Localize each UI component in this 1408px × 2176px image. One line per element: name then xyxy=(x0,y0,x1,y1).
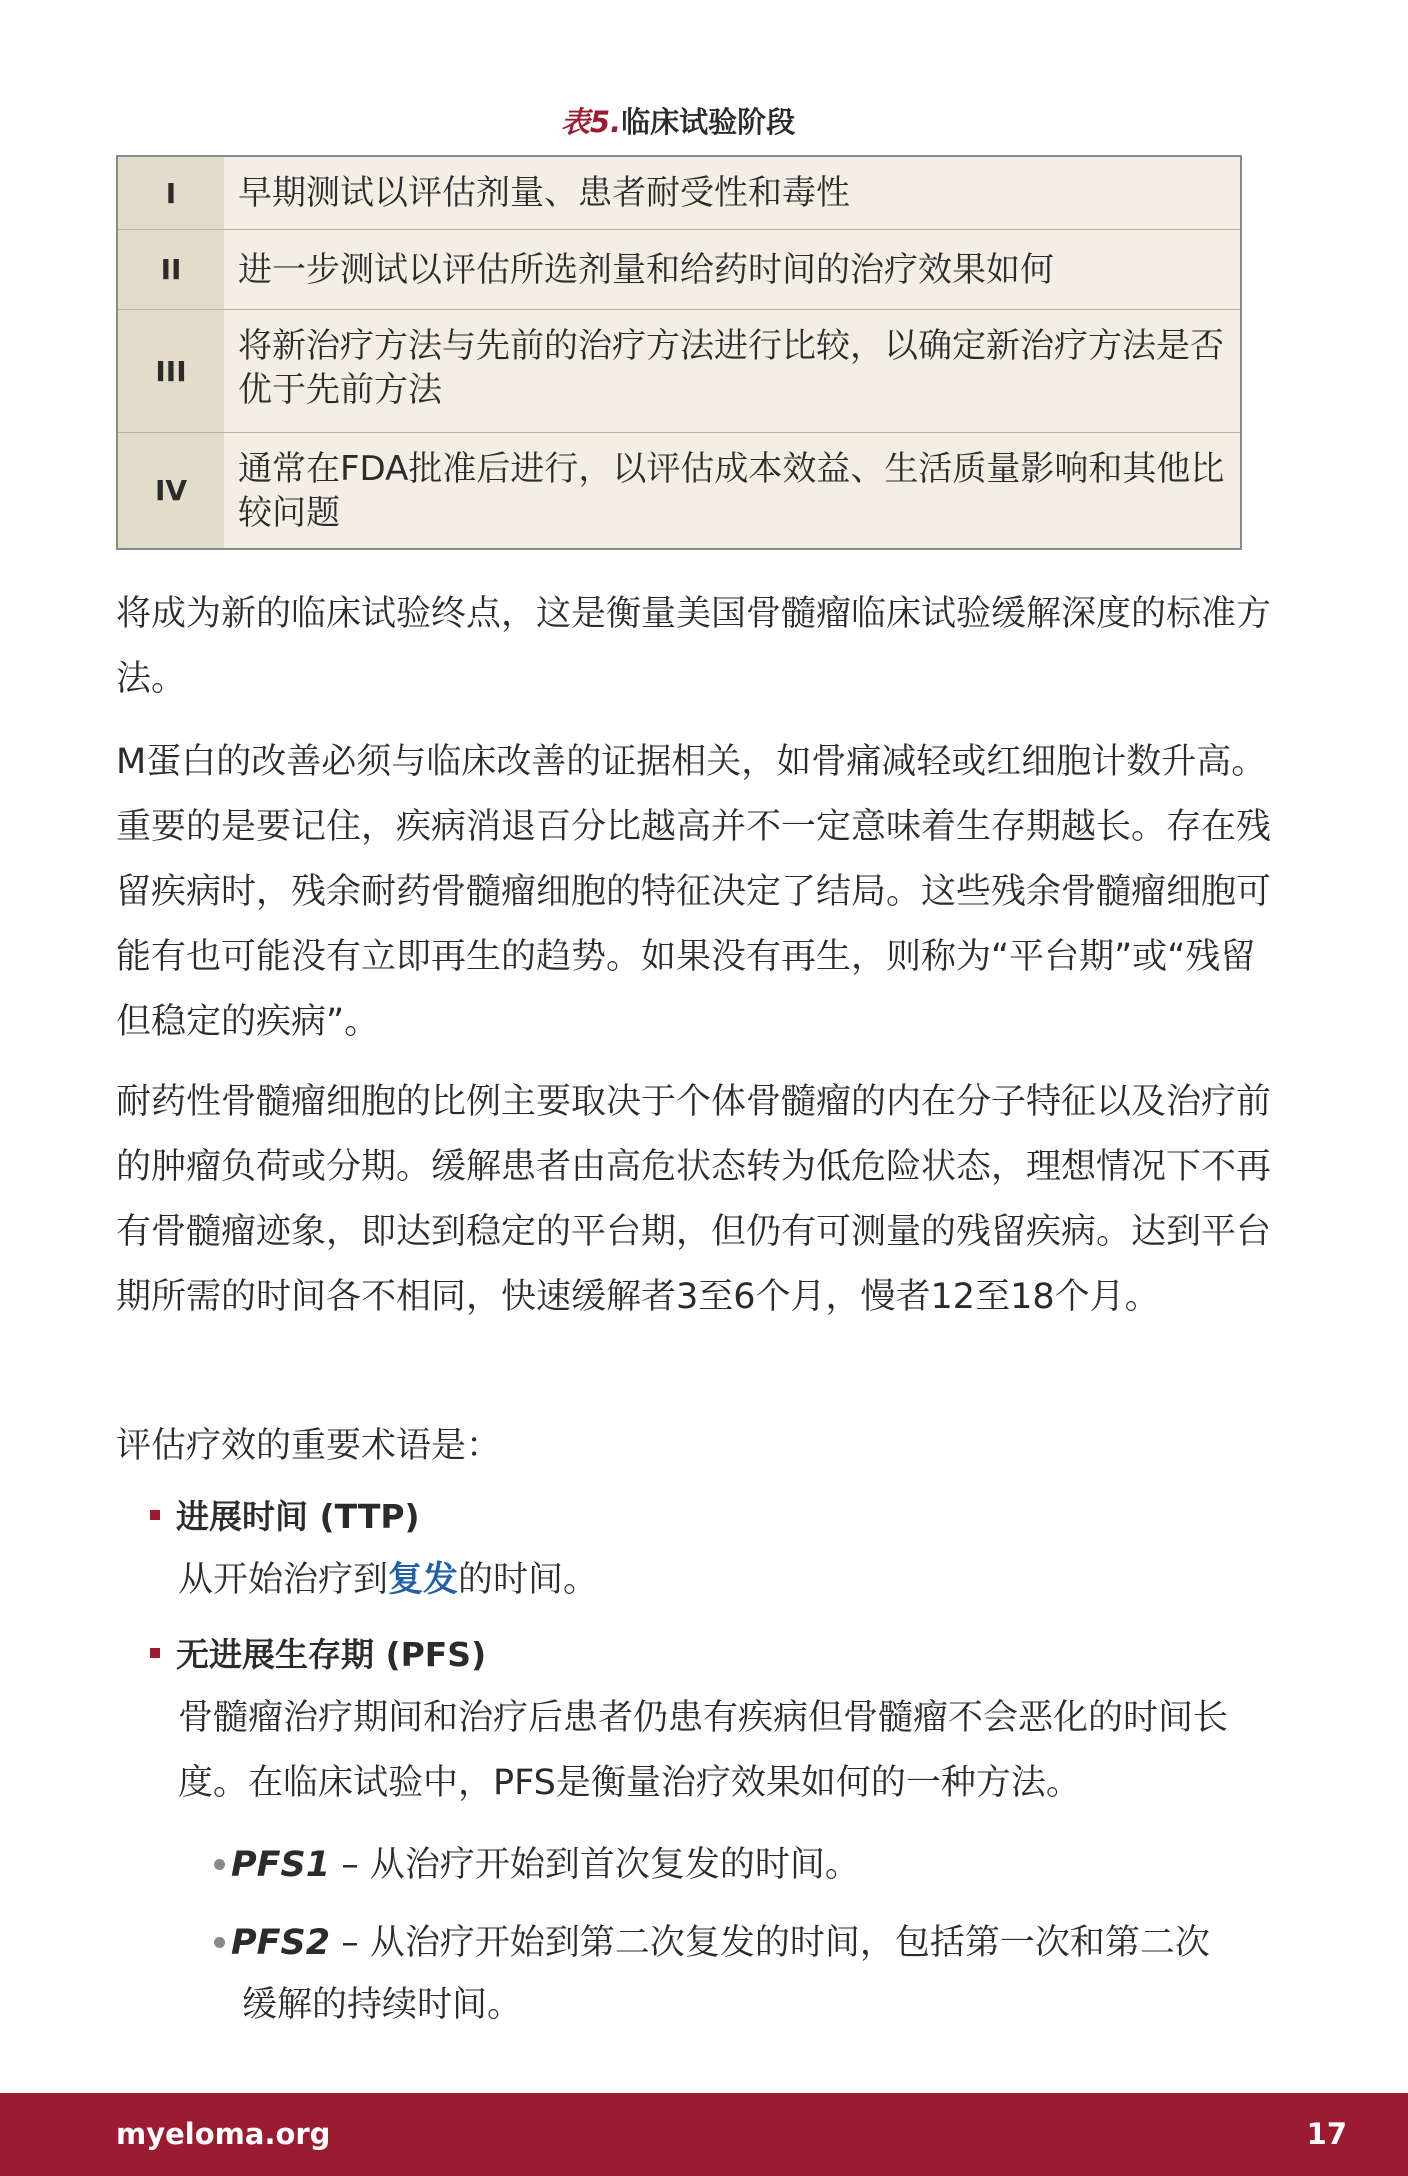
phase-label: II xyxy=(118,230,224,309)
subitem-label: PFS2 xyxy=(231,1923,331,1963)
table-row xyxy=(118,229,1240,309)
term-definition-text: 从开始治疗到 xyxy=(178,1560,389,1600)
pfs-subitem xyxy=(214,1912,1284,2036)
phase-label: I xyxy=(118,157,224,229)
body-paragraph: 耐药性骨髓瘤细胞的比例主要取决于个体骨髓瘤的内在分子特征以及治疗前的肿瘤负荷或分期。缓解患者由高危状态转为低危险状态，理想情况下不再有骨髓瘤迹象，即达到稳定的平台期，但仍有可测量的残留疾病。达到平台期所需的时间各不相同，快速缓解者3至6个月，慢者12至18个月。 xyxy=(116,1082,1272,1317)
subitem-text: – 从治疗开始到首次复发的时间。 xyxy=(330,1845,860,1885)
table-row xyxy=(118,309,1240,432)
term-definition: 骨髓瘤治疗期间和治疗后患者仍患有疾病但骨髓瘤不会恶化的时间长度。在临床试验中，PFS是衡量治疗效果如何的一种方法。 xyxy=(178,1698,1229,1803)
round-bullet-icon xyxy=(214,1859,225,1870)
subitem-text: – 从治疗开始到第二次复发的时间，包括第一次和第二次 xyxy=(330,1923,1210,1963)
term-heading-text: 进展时间 (TTP) xyxy=(176,1497,420,1536)
table-row xyxy=(118,157,1240,229)
phase-description: 进一步测试以评估所选剂量和给药时间的治疗效果如何 xyxy=(238,249,1054,290)
term-ttp xyxy=(150,1492,1280,1613)
phase-label: IV xyxy=(118,433,224,548)
body-paragraph: 评估疗效的重要术语是： xyxy=(116,1426,502,1466)
subitem-label: PFS1 xyxy=(231,1845,331,1885)
page-number: 17 xyxy=(1306,2117,1347,2151)
glossary-link-relapse[interactable]: 复发 xyxy=(388,1560,459,1600)
pfs-subitem xyxy=(214,1834,1284,1896)
page-footer xyxy=(0,2093,1408,2176)
square-bullet-icon xyxy=(150,1510,160,1520)
phase-description: 将新治疗方法与先前的治疗方法进行比较，以确定新治疗方法是否优于先前方法 xyxy=(238,326,1224,410)
clinical-trial-phases-table xyxy=(116,155,1242,550)
table-number: 表5. xyxy=(560,105,622,139)
term-definition-text: 的时间。 xyxy=(458,1560,599,1600)
term-heading xyxy=(150,1492,1280,1542)
footer-site-link[interactable]: myeloma.org xyxy=(116,2117,331,2151)
term-heading-text: 无进展生存期 (PFS) xyxy=(176,1635,487,1674)
phase-description: 早期测试以评估剂量、患者耐受性和毒性 xyxy=(238,173,850,213)
term-pfs xyxy=(150,1630,1280,1816)
body-paragraph: 将成为新的临床试验终点，这是衡量美国骨髓瘤临床试验缓解深度的标准方法。 xyxy=(116,594,1272,699)
phase-label: III xyxy=(118,310,224,432)
term-heading xyxy=(150,1630,1280,1680)
table-row xyxy=(118,432,1240,548)
table-title-text: 临床试验阶段 xyxy=(621,105,796,139)
phase-description: 通常在FDA批准后进行，以评估成本效益、生活质量影响和其他比较问题 xyxy=(238,449,1225,533)
subitem-continuation: 缓解的持续时间。 xyxy=(242,1985,523,2025)
round-bullet-icon xyxy=(214,1937,225,1948)
body-paragraph: M蛋白的改善必须与临床改善的证据相关，如骨痛减轻或红细胞计数升高。重要的是要记住，疾病消退百分比越高并不一定意味着生存期越长。存在残留疾病时，残余耐药骨髓瘤细胞的特征决定了结局。这些残余骨髓瘤细胞可能有也可能没有立即再生的趋势。如果没有再生，则称为“平台期”或“残留但稳定的疾病”。 xyxy=(116,742,1272,1042)
square-bullet-icon xyxy=(150,1648,160,1658)
table-title xyxy=(116,100,1240,144)
term-definition xyxy=(178,1548,1280,1613)
